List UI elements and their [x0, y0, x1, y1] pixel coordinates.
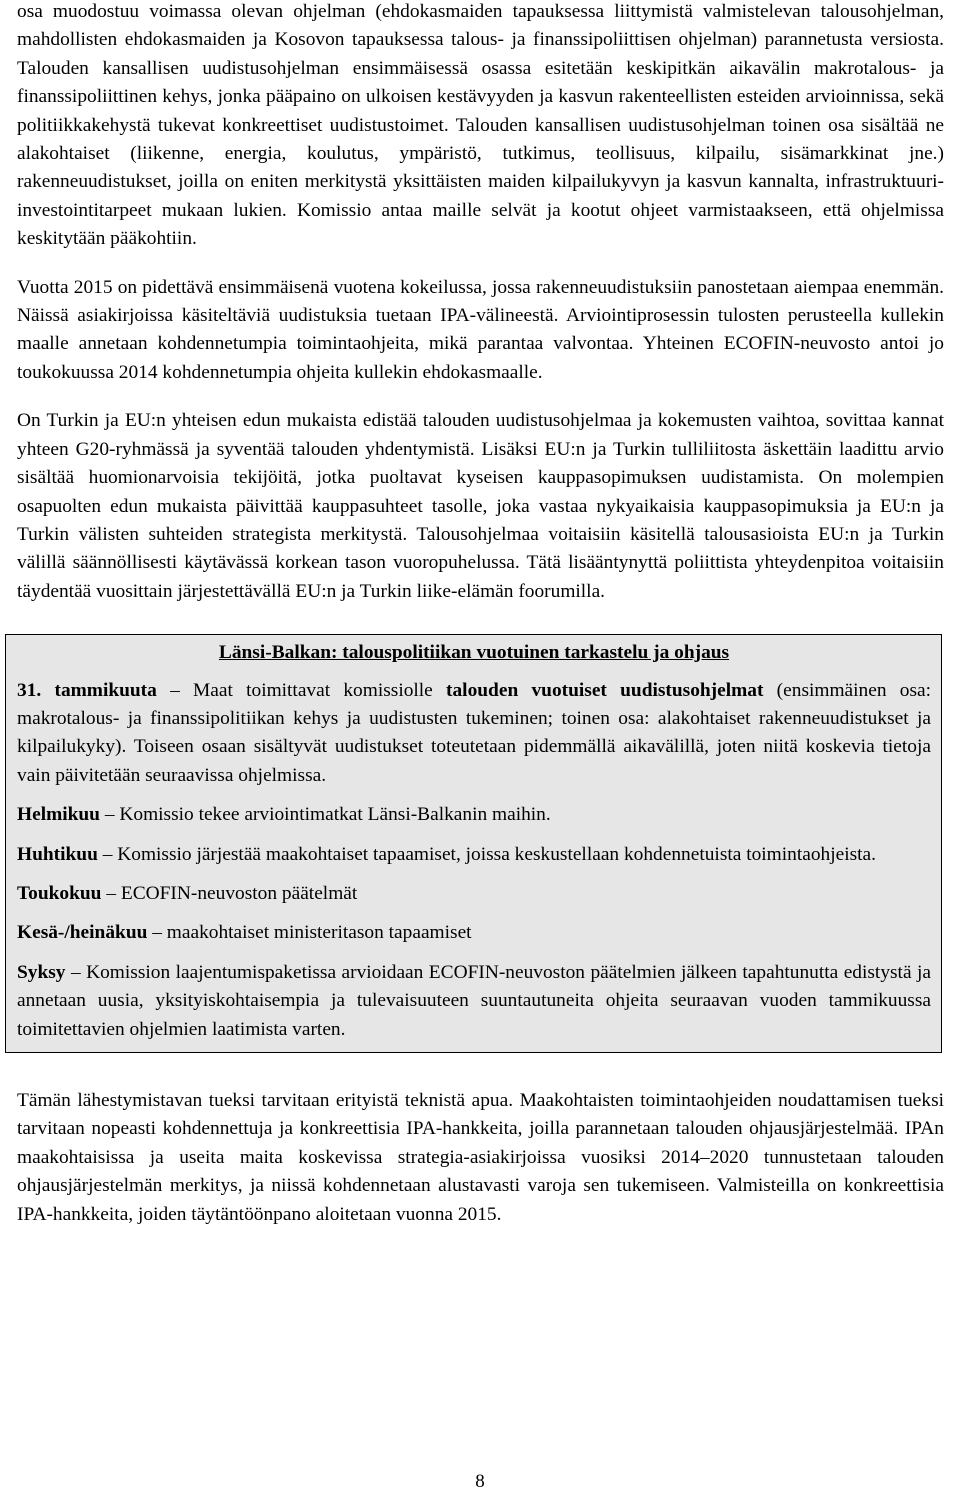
entry-text: – maakohtaiset ministeritason tapaamiset	[147, 922, 472, 944]
paragraph-technical-assistance: Tämän lähestymistavan tueksi tarvitaan erityistä teknistä apua. Maakohtaisten toimintaohjeiden noudattamisen tueksi tarvitaan nopeasti kohdennettuja ja konkreettisia IPA-hankkeita, joilla parannetaan talouden ohjausjärjestelmää. IPAn maakohtaisissa ja useita maita koskevissa strategia-asiakirjoissa vuosiksi 2014–2020 tunnustetaan talouden ohjausjärjestelmän merkitys, ja niissä kohdennetaan alustavasti varoja sen tukemiseen. Valmisteilla on konkreettisia IPA-hankkeita, joiden täytäntöönpano aloitetaan vuonna 2015.	[17, 1090, 944, 1225]
box-title: Länsi-Balkan: talouspolitiikan vuotuinen tarkastelu ja ohjaus	[218, 642, 730, 664]
page-number: 8	[475, 1471, 485, 1492]
entry-text: – Komission laajentumispaketissa arvioidaan ECOFIN-neuvoston päätelmien jälkeen tapahtunutta edistystä ja annetaan uusia, yksityiskohtaisempia ja tulevaisuuteen suuntautuneita ohjeita seuraavan vuoden tammikuussa toimitettavien ohjelmien laatimista varten.	[17, 961, 931, 1040]
box-entry-february	[17, 801, 931, 829]
box-entry-january	[17, 677, 931, 791]
entry-lead: Huhtikuu	[17, 843, 98, 865]
entry-lead: Toukokuu	[17, 882, 102, 904]
entry-text: – Komissio järjestää maakohtaiset tapaamiset, joissa keskustellaan kohdennetuista toimintaohjeista.	[97, 843, 876, 865]
box-entry-april	[17, 841, 931, 869]
entry-lead: Kesä-/heinäkuu	[17, 922, 148, 944]
paragraph-2015-pilot: Vuotta 2015 on pidettävä ensimmäisenä vuotena kokeilussa, jossa rakenneuudistuksiin panostetaan aiempaa enemmän. Näissä asiakirjoissa käsiteltäviä uudistuksia tuetaan IPA-välineestä. Arviointiprosessin tulosten perusteella kullekin maalle annetaan kohdennetumpia toimintaohjeita, mikä parantaa valvontaa. Yhteinen ECOFIN-neuvosto antoi jo toukokuussa 2014 kohdennetumpia ohjeita kullekin ehdokasmaalle.	[17, 276, 944, 383]
entry-text: – ECOFIN-neuvoston päätelmät	[101, 882, 358, 904]
document-page	[17, 0, 944, 1229]
western-balkans-box	[5, 634, 942, 1053]
entry-text: – Maat toimittavat komissiolle	[156, 679, 447, 701]
paragraph-reform-programme: osa muodostuu voimassa olevan ohjelman (ehdokasmaiden tapauksessa liittymistä valmistelevan talousohjelman, mahdollisten ehdokasmaiden ja Kosovon tapauksessa talous- ja finanssipoliittisen ohjelman) parannetusta versiosta. Talouden kansallisen uudistusohjelman ensimmäisessä osassa esitetään keskipitkän aikavälin makrotalous- ja finanssipoliittinen kehys, jonka pääpaino on ulkoisen kestävyyden ja kasvun rakenteellisten esteiden arvioinnissa, sekä politiikkakehystä tukevat konkreettiset uudistustoimet. Talouden kansallisen uudistusohjelman toinen osa sisältää ne alakohtaiset (liikenne, energia, koulutus, ympäristö, tutkimus, teollisuus, kilpailu, sisämarkkinat jne.) rakenneuudistukset, joilla on eniten merkitystä yksittäisten maiden kilpailukyvyn ja kasvun kannalta, infrastruktuuri-investointitarpeet mukaan lukien. Komissio antaa maille selvät ja kootut ohjeet varmistaakseen, että ohjelmissa keskitytään pääkohtiin.	[17, 1, 944, 250]
box-entry-may	[17, 880, 931, 908]
entry-lead: 31. tammikuuta	[17, 679, 157, 701]
paragraph-turkey: On Turkin ja EU:n yhteisen edun mukaista edistää talouden uudistusohjelmaa ja kokemusten vaihtoa, sovittaa kannat yhteen G20-ryhmässä ja syventää talouden yhdentymistä. Lisäksi EU:n ja Turkin tulliliitosta äskettäin laadittu arvio sisältää huomionarvoisia tekijöitä, jotka puoltavat kyseisen kauppasopimuksen uudistamista. On molempien osapuolten edun mukaista päivittää kauppasuhteet tasolle, joka vastaa nykyaikaisia kauppasopimuksia ja EU:n ja Turkin välisten suhteiden strategista merkitystä. Talousohjelmaa voitaisiin käsitellä talousasioista EU:n ja Turkin välillä säännöllisesti käytävässä korkean tason vuoropuhelussa. Tätä lisääntynyttä poliittista yhteydenpitoa voitaisiin täydentää vuosittain järjestettävällä EU:n ja Turkin liike-elämän foorumilla.	[17, 410, 944, 602]
entry-text: (ensimmäinen osa: makrotalous- ja finanssipolitiikan kehys ja uudistusten tukeminen; toinen osa: alakohtaiset rakenneuudistukset ja kilpailukyky). Toiseen osaan sisältyvät uudistukset toteutetaan pidemmällä aikavälillä, joten niitä koskevia tietoja vain päivitetään seuraavissa ohjelmissa.	[17, 679, 932, 786]
entry-bold-text: talouden vuotuiset uudistusohjelmat	[446, 679, 764, 701]
entry-lead: Syksy	[17, 961, 66, 983]
box-entry-june-july	[17, 919, 931, 947]
entry-lead: Helmikuu	[17, 804, 100, 826]
box-entry-autumn	[17, 959, 931, 1044]
entry-text: – Komissio tekee arviointimatkat Länsi-Balkanin maihin.	[99, 804, 551, 826]
